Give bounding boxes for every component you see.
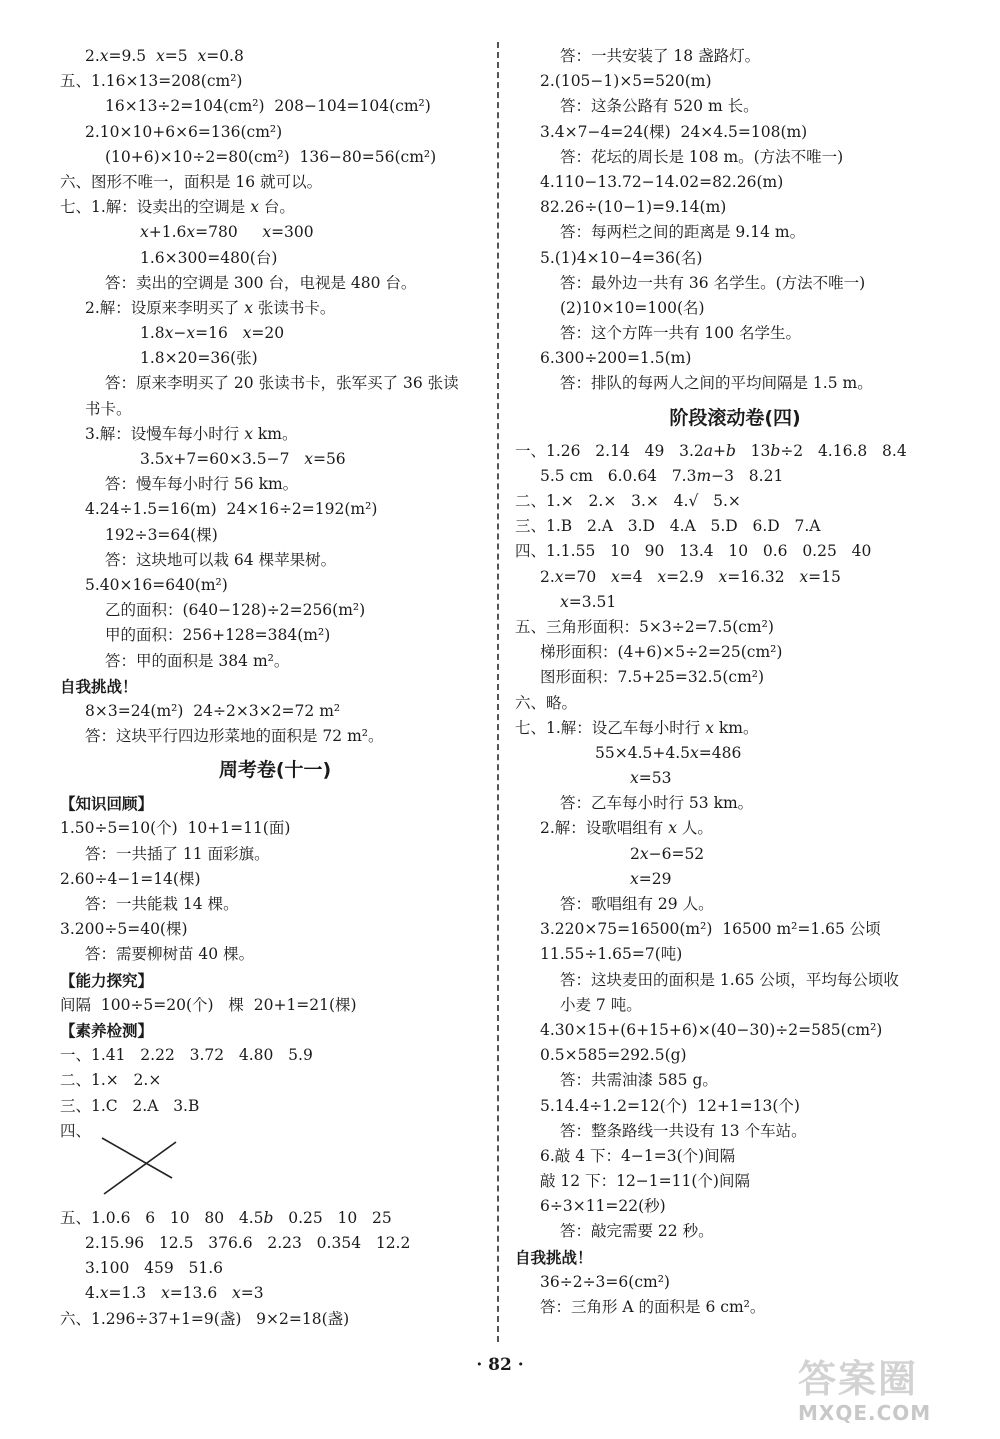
answer-line: 书卡。 (85, 399, 132, 418)
answer-line: 答：最外边一共有 36 名学生。(方法不唯一) (560, 273, 866, 292)
answer-line: 2.𝑥=9.5 𝑥=5 𝑥=0.8 (85, 47, 244, 65)
answer-line: 答：一共插了 11 面彩旗。 (85, 844, 270, 863)
answer-line: (10+6)×10÷2=80(cm²) 136−80=56(cm²) (105, 147, 437, 166)
answer-line: 答：这块麦田的面积是 1.65 公顷，平均每公顷收 (560, 970, 899, 989)
answer-line: 𝑥+1.6𝑥=780 𝑥=300 (140, 223, 314, 242)
subsection-label: 自我挑战！ (515, 1247, 593, 1267)
answer-line: 七、1.解：设乙车每小时行 𝑥 km。 (515, 718, 759, 737)
answer-line: 8×3=24(m²) 24÷2×3×2=72 m² (85, 701, 341, 720)
answer-line: 2.𝑥=70 𝑥=4 𝑥=2.9 𝑥=16.32 𝑥=15 (540, 567, 841, 586)
answer-line: 1.50÷5=10(个) 10+1=11(面) (60, 819, 291, 838)
answer-line: 小麦 7 吨。 (560, 995, 642, 1014)
answer-line: 三、1.C 2.A 3.B (60, 1096, 200, 1115)
answer-line: 6.敲 4 下：4−1=3(个)间隔 (540, 1146, 736, 1165)
answer-line: 六、略。 (515, 693, 578, 712)
crossed-lines-figure (60, 1144, 490, 1206)
right-column (515, 44, 955, 1320)
answer-line: 答：一共安装了 18 盏路灯。 (560, 47, 761, 65)
answer-line: 3.解：设慢车每小时行 𝑥 km。 (85, 424, 298, 443)
answer-line: 2.解：设原来李明买了 𝑥 张读书卡。 (85, 298, 336, 317)
answer-line: 5.40×16=640(m²) (85, 575, 228, 594)
watermark-logo (798, 1348, 993, 1433)
answer-line: 55×4.5+4.5𝑥=486 (595, 743, 742, 762)
answer-line: 6.300÷200=1.5(m) (540, 349, 692, 368)
answer-line: 答：花坛的周长是 108 m。(方法不唯一) (560, 147, 844, 166)
subsection-label: 【素养检测】 (60, 1020, 154, 1040)
answer-line: 梯形面积：(4+6)×5÷2=25(cm²) (540, 643, 783, 662)
answer-line: 五、1.16×13=208(cm²) (60, 72, 243, 91)
answer-line: 答：排队的每两人之间的平均间隔是 1.5 m。 (560, 374, 873, 393)
answer-line: 3.5𝑥+7=60×3.5−7 𝑥=56 (140, 450, 346, 468)
answer-line: 图形面积：7.5+25=32.5(cm²) (540, 668, 765, 687)
answer-line: 𝑥=53 (630, 769, 672, 788)
answer-line: 1.8×20=36(张) (140, 349, 258, 368)
answer-line: 11.55÷1.65=7(吨) (540, 945, 683, 964)
answer-line: 答：这个方阵一共有 100 名学生。 (560, 324, 801, 343)
answer-line: 3.220×75=16500(m²) 16500 m²=1.65 公顷 (540, 920, 881, 939)
answer-line: 五、1.0.6 6 10 80 4.5𝑏 0.25 10 25 (60, 1208, 392, 1227)
answer-line: 五、三角形面积：5×3÷2=7.5(cm²) (515, 617, 774, 636)
answer-line: 4.𝑥=1.3 𝑥=13.6 𝑥=3 (85, 1284, 264, 1303)
page-number: · 82 · (476, 1355, 524, 1375)
answer-line: 六、1.296÷37+1=9(盏) 9×2=18(盏) (60, 1309, 350, 1328)
answer-line: 六、图形不唯一，面积是 16 就可以。 (60, 172, 323, 191)
answer-line: 二、1.× 2.× (60, 1071, 162, 1090)
answer-line: 4.30×15+(6+15+6)×(40−30)÷2=585(cm²) (540, 1020, 883, 1039)
answer-line: 答：每两栏之间的距离是 9.14 m。 (560, 223, 806, 242)
answer-line: 0.5×585=292.5(g) (540, 1046, 687, 1065)
answer-line: 3.100 459 51.6 (85, 1259, 224, 1278)
section-heading: 阶段滚动卷(四) (669, 406, 801, 429)
answer-line: 敲 12 下：12−1=11(个)间隔 (540, 1172, 750, 1191)
answer-line: 5.(1)4×10−4=36(名) (540, 248, 703, 267)
answer-line: 3.4×7−4=24(棵) 24×4.5=108(m) (540, 122, 808, 141)
answer-line: 答：这块地可以栽 64 棵苹果树。 (105, 550, 337, 569)
answer-line: 2𝑥−6=52 (630, 844, 705, 863)
answer-line: 5.14.4÷1.2=12(个) 12+1=13(个) (540, 1096, 800, 1115)
answer-line: 二、1.× 2.× 3.× 4.√ 5.× (515, 492, 741, 510)
answer-line: 四、 (60, 1121, 92, 1140)
answer-line: 1.8𝑥−𝑥=16 𝑥=20 (140, 324, 285, 343)
answer-line: 答：原来李明买了 20 张读书卡，张军买了 36 张读 (105, 374, 459, 393)
answer-line: 答：这块平行四边形菜地的面积是 72 m²。 (85, 727, 384, 746)
answer-line: (2)10×10=100(名) (560, 298, 705, 317)
answer-line: 一、1.41 2.22 3.72 4.80 5.9 (60, 1046, 313, 1065)
answer-line: 答：敲完需要 22 秒。 (560, 1222, 714, 1241)
subsection-label: 【能力探究】 (60, 970, 154, 990)
answer-line: 82.26÷(10−1)=9.14(m) (540, 198, 727, 217)
answer-line: 答：慢车每小时行 56 km。 (105, 475, 299, 494)
section-heading: 周考卷(十一) (218, 759, 332, 782)
answer-line: 𝑥=29 (630, 869, 672, 888)
answer-line: 间隔 100÷5=20(个) 棵 20+1=21(棵) (60, 995, 357, 1014)
answer-line: 192÷3=64(棵) (105, 525, 218, 544)
subsection-label: 自我挑战！ (60, 676, 138, 696)
left-column (60, 44, 490, 1332)
answer-line: 1.6×300=480(台) (140, 248, 278, 267)
answer-line: 2.60÷4−1=14(棵) (60, 869, 201, 888)
answer-line: 3.200÷5=40(棵) (60, 920, 188, 939)
answer-line: 4.110−13.72−14.02=82.26(m) (540, 172, 784, 191)
column-divider (497, 42, 499, 1342)
watermark-logo-text: 答案圈 (798, 1357, 919, 1401)
answer-line: 甲的面积：256+128=384(m²) (105, 626, 331, 645)
answer-line: 2.(105−1)×5=520(m) (540, 72, 712, 91)
answer-line: 答：这条公路有 520 m 长。 (560, 97, 759, 116)
answer-line: 16×13÷2=104(cm²) 208−104=104(cm²) (105, 97, 431, 116)
answer-line: 6÷3×11=22(秒) (540, 1197, 666, 1216)
answer-line: 三、1.B 2.A 3.D 4.A 5.D 6.D 7.A (515, 517, 821, 536)
answer-line: 𝑥=3.51 (560, 592, 617, 611)
answer-line: 答：歌唱组有 29 人。 (560, 895, 714, 913)
answer-line: 答：需要柳树苗 40 棵。 (85, 945, 255, 964)
answer-line: 2.15.96 12.5 376.6 2.23 0.354 12.2 (85, 1234, 411, 1253)
answer-line: 答：一共能栽 14 棵。 (85, 895, 239, 913)
answer-line: 36÷2÷3=6(cm²) (540, 1272, 670, 1291)
answer-line: 答：乙车每小时行 53 km。 (560, 794, 754, 813)
answer-line: 乙的面积：(640−128)÷2=256(m²) (105, 601, 366, 620)
answer-line: 4.24÷1.5=16(m) 24×16÷2=192(m²) (85, 500, 378, 519)
answer-line: 一、1.26 2.14 49 3.2𝑎+𝑏 13𝑏÷2 4.16.8 8.4 (515, 441, 907, 460)
answer-line: 5.5 cm 6.0.64 7.3𝑚−3 8.21 (540, 466, 784, 485)
answer-line: 答：甲的面积是 384 m²。 (105, 651, 290, 670)
answer-line: 四、1.1.55 10 90 13.4 10 0.6 0.25 40 (515, 542, 872, 561)
answer-line: 答：三角形 A 的面积是 6 cm²。 (540, 1298, 766, 1316)
answer-line: 七、1.解：设卖出的空调是 𝑥 台。 (60, 198, 295, 217)
subsection-label: 【知识回顾】 (60, 794, 154, 814)
answer-line: 答：共需油漆 585 g。 (560, 1071, 718, 1090)
answer-line: 答：整条路线一共设有 13 个车站。 (560, 1121, 807, 1140)
watermark-site-text: MXQE.COM (798, 1401, 932, 1425)
answer-line: 2.解：设歌唱组有 𝑥 人。 (540, 819, 713, 838)
answer-line: 答：卖出的空调是 300 台，电视是 480 台。 (105, 273, 417, 292)
answer-line: 2.10×10+6×6=136(cm²) (85, 122, 283, 141)
